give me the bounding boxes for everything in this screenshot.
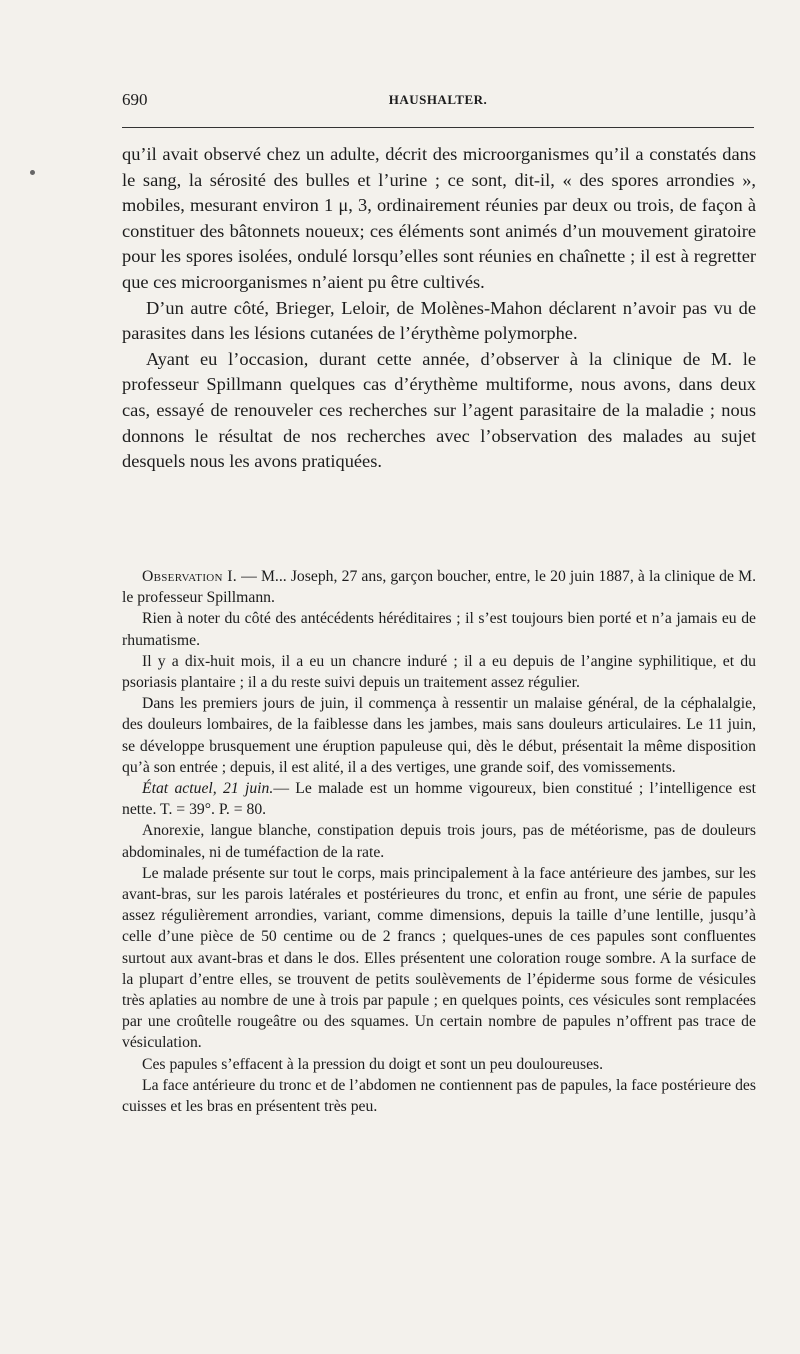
paragraph: qu’il avait observé chez un adulte, décrit des microorganismes qu’il a constatés dans le sang, la sérosité des bulles et l’urine ; ce sont, dit-il, « des spores arrondies », mobiles, mesurant environ 1 μ, 3, ordinairement réunies par deux ou trois, de façon à constituer des bâtonnets noueux; ces éléments sont animés d’un mouvement giratoire pour les spores isolées, ondulé lorsqu’elles sont réunies en chaînette ; il est à regretter que ces microorganismes n’aient pu être cultivés.	[122, 144, 756, 292]
etat-actuel-paragraph	[122, 778, 756, 820]
header-rule	[122, 127, 754, 128]
main-text	[122, 142, 756, 475]
observation-intro	[122, 566, 756, 608]
paragraph: D’un autre côté, Brieger, Leloir, de Molènes-Mahon déclarent n’avoir pas vu de parasites dans les lésions cutanées de l’érythème polymorphe.	[122, 297, 756, 344]
paragraph: Ayant eu l’occasion, durant cette année, d’observer à la clinique de M. le professeur Spillmann quelques cas d’érythème multiforme, nous avons, dans deux cas, essayé de renouveler ces recherches sur l’agent parasitaire de la maladie ; nous donnons le résultat de nos recherches avec l’observation des malades au sujet desquels nous les avons pratiquées.	[122, 348, 756, 472]
paragraph: Il y a dix-huit mois, il a eu un chancre induré ; il a eu depuis de l’angine syphilitique, et du psoriasis plantaire ; il a du reste suivi depuis un traitement assez régulier.	[122, 652, 756, 692]
paragraph: Rien à noter du côté des antécédents héréditaires ; il s’est toujours bien porté et n’a jamais eu de rhumatisme.	[122, 610, 756, 649]
paragraph: La face antérieure du tronc et de l’abdomen ne contiennent pas de papules, la face postérieure des cuisses et les bras en présentent très peu.	[122, 1076, 756, 1116]
running-title: HAUSHALTER.	[388, 92, 488, 107]
etat-text: — Le malade est un homme vigoureux, bien constitué ; l’intelligence est nette. T. = 39°. P. = 80.	[122, 780, 756, 819]
page-number: 690	[122, 90, 148, 109]
paragraph: Anorexie, langue blanche, constipation depuis trois jours, pas de météorisme, pas de douleurs abdominales, ni de tuméfaction de la rate.	[122, 822, 756, 861]
etat-label: État actuel,	[142, 780, 217, 798]
page-header	[122, 90, 754, 114]
observation-heading: Observation I.	[142, 568, 237, 585]
observation-section	[122, 566, 756, 1117]
paragraph: Dans les premiers jours de juin, il commença à ressentir un malaise général, de la céphalalgie, des douleurs lombaires, de la faiblesse dans les jambes, mais sans douleurs articulaires. Le 11 juin, se développe brusquement une éruption papuleuse qui, dès le début, présentait la même disposition qu’à son entrée ; depuis, il est alité, il a des vertiges, une grande soif, des vomissements.	[122, 695, 756, 776]
paragraph: Le malade présente sur tout le corps, mais principalement à la face antérieure des jambes, sur les avant-bras, sur les parois latérales et postérieures du tronc, et enfin au front, une série de papules assez régulièrement arrondies, variant, comme dimensions, depuis la taille d’une lentille, jusqu’à celle d’une pièce de 50 centime ou de 2 francs ; quelques-unes de ces papules sont confluentes surtout aux avant-bras et dans le dos. Elles présentent une coloration rouge sombre. A la surface de la plupart d’entre elles, se trouvent de petits soulèvements de l’épiderme sous forme de vésicules très aplaties au nombre de une à trois par papule ; en quelques points, ces vésicules sont remplacées par une croûtelle rougeâtre ou des squames. Un certain nombre de papules n’offrent pas trace de vésiculation.	[122, 864, 756, 1052]
etat-date: 21 juin.	[216, 780, 274, 798]
margin-mark	[30, 170, 35, 175]
paragraph: Ces papules s’effacent à la pression du doigt et sont un peu douloureuses.	[142, 1055, 604, 1073]
observation-intro-text: — M... Joseph, 27 ans, garçon boucher, entre, le 20 juin 1887, à la clinique de M. le professeur Spillmann.	[122, 568, 757, 607]
